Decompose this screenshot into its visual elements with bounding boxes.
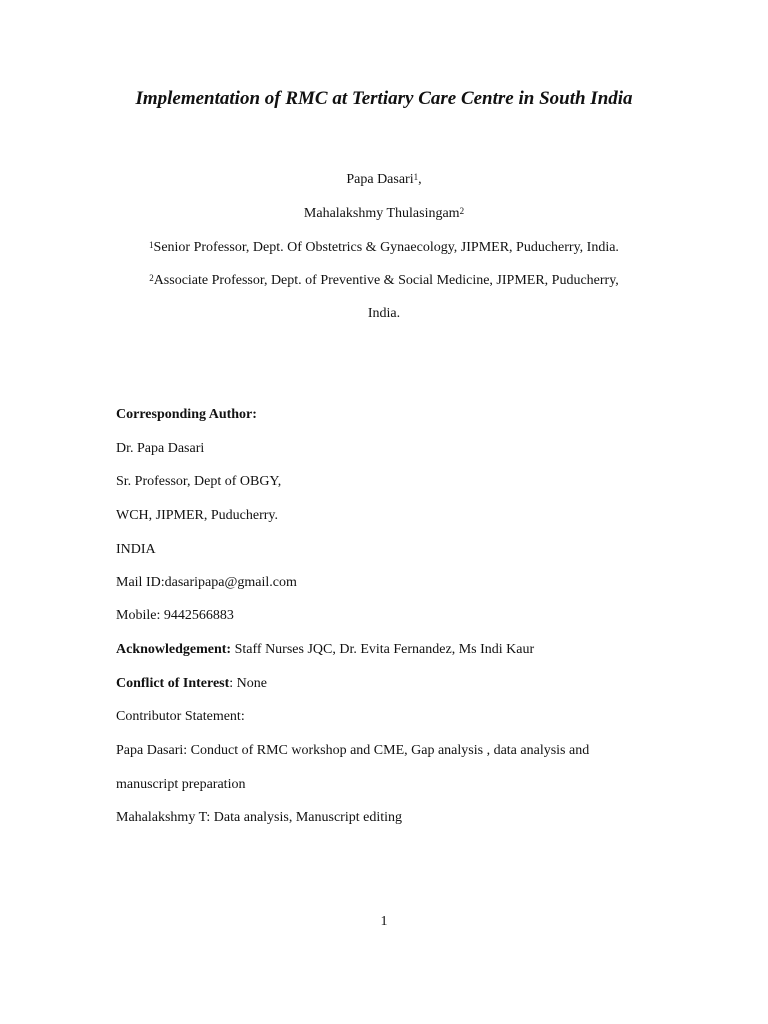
affiliation-2 [0, 272, 768, 290]
affiliation-2-text: Associate Professor, Dept. of Preventive & Social Medicine, JIPMER, Puducherry, [153, 273, 619, 288]
corresponding-author-heading: Corresponding Author: [116, 407, 257, 422]
affiliation-2-continued: India. [367, 306, 401, 321]
contributor-line-2: manuscript preparation [116, 777, 246, 792]
author-1 [0, 171, 768, 189]
author-1-suffix: , [418, 172, 422, 187]
contributor-statement-heading: Contributor Statement: [116, 709, 245, 724]
author-1-sup: 1 [413, 172, 419, 182]
affiliation-1-sup: 1 [149, 240, 154, 250]
author-2 [0, 205, 768, 223]
contributor-line-3: Mahalakshmy T: Data analysis, Manuscript editing [116, 810, 402, 825]
acknowledgement-label: Acknowledgement: [116, 642, 232, 657]
paper-title: Implementation of RMC at Tertiary Care Centre in South India [135, 88, 633, 109]
conflict-of-interest [116, 675, 676, 693]
corresponding-author-email: Mail ID:dasaripapa@gmail.com [116, 575, 297, 590]
author-2-sup: 2 [459, 206, 465, 216]
contributor-line-1: Papa Dasari: Conduct of RMC workshop and CME, Gap analysis , data analysis and [116, 743, 590, 758]
affiliation-2-sup: 2 [149, 273, 154, 283]
author-1-name: Papa Dasari [346, 172, 414, 187]
corresponding-author-institution: WCH, JIPMER, Puducherry. [116, 508, 279, 523]
page-number: 1 [380, 914, 388, 929]
author-2-name: Mahalakshmy Thulasingam [303, 206, 460, 221]
acknowledgement [116, 641, 676, 659]
acknowledgement-text: Staff Nurses JQC, Dr. Evita Fernandez, Ms Indi Kaur [231, 642, 535, 657]
corresponding-author-position: Sr. Professor, Dept of OBGY, [116, 474, 282, 489]
affiliation-1-text: Senior Professor, Dept. Of Obstetrics & Gynaecology, JIPMER, Puducherry, India. [153, 240, 619, 255]
affiliation-1 [0, 239, 768, 257]
corresponding-author-name: Dr. Papa Dasari [116, 441, 205, 456]
conflict-text: : None [229, 676, 267, 691]
corresponding-author-country: INDIA [116, 542, 156, 557]
corresponding-author-mobile: Mobile: 9442566883 [116, 608, 234, 623]
conflict-label: Conflict of Interest [116, 676, 230, 691]
